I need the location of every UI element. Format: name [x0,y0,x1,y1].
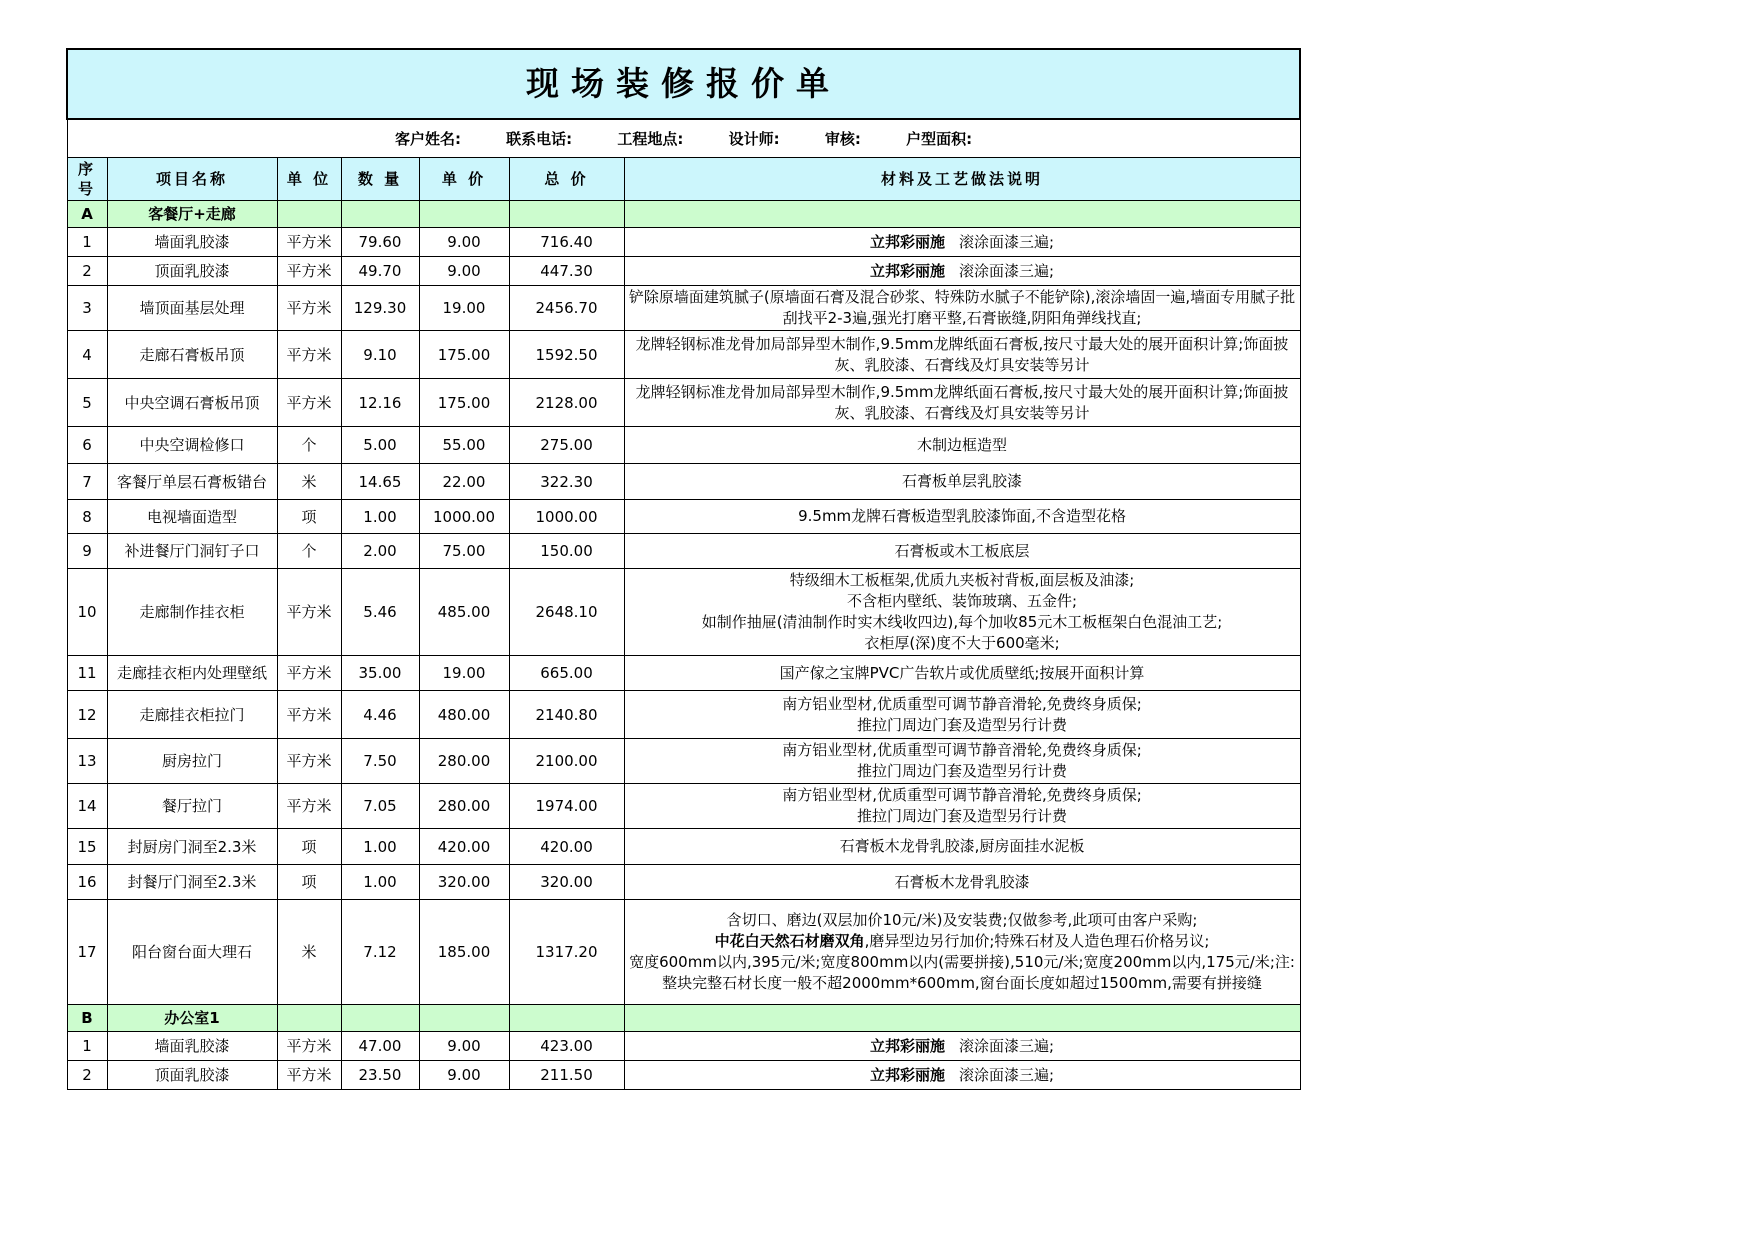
item-name: 走廊制作挂衣柜 [107,569,277,656]
description-line: 滚涂面漆三遍; [959,1036,1055,1055]
item-description [624,257,1300,286]
table-row [67,656,1300,691]
item-name: 补进餐厅门洞钉子口 [107,534,277,569]
row-number: 8 [67,500,107,534]
description-line: 南方铝业型材,优质重型可调节静音滑轮,免费终身质保; [782,741,1142,759]
table-row [67,829,1300,865]
table-row [67,784,1300,829]
header-unit-price: 单 价 [419,158,509,201]
item-name: 电视墙面造型 [107,500,277,534]
row-number: 3 [67,286,107,331]
item-unit-price: 75.00 [419,534,509,569]
row-number: 4 [67,331,107,379]
item-quantity: 23.50 [341,1061,419,1090]
description-line: 石膏板木龙骨乳胶漆,厨房面挂水泥板 [839,837,1085,855]
description-line: 滚涂面漆三遍; [959,261,1055,280]
item-description [624,379,1300,427]
item-unit-price: 175.00 [419,331,509,379]
item-unit-price: 9.00 [419,1032,509,1061]
emphasis-text: 中花白天然石材磨双角 [714,932,865,950]
item-name: 客餐厅单层石膏板错台 [107,464,277,500]
item-quantity: 35.00 [341,656,419,691]
item-description [624,739,1300,784]
item-quantity: 129.30 [341,286,419,331]
item-unit-price: 480.00 [419,691,509,739]
header-unit: 单 位 [277,158,341,201]
item-total: 2140.80 [509,691,624,739]
item-unit: 平方米 [277,656,341,691]
section-row [67,1005,1300,1032]
header-description: 材料及工艺做法说明 [624,158,1300,201]
item-total: 447.30 [509,257,624,286]
table-row [67,1032,1300,1061]
description-line: 特级细木工板框架,优质九夹板衬背板,面层板及油漆; [789,571,1135,589]
info-row [67,119,1300,158]
section-name: 客餐厅+走廊 [107,201,277,228]
description-line: 南方铝业型材,优质重型可调节静音滑轮,免费终身质保; [782,694,1142,713]
item-unit: 平方米 [277,691,341,739]
description-line: 国产傢之宝牌PVC广告软片或优质壁纸;按展开面积计算 [779,663,1145,682]
description-line: 龙牌轻钢标准龙骨加局部异型木制作,9.5mm龙牌纸面石膏板,按尺寸最大处的展开面积计算;饰面披灰、乳胶漆、石膏线及灯具安装等另计 [635,382,1289,422]
item-unit: 平方米 [277,1061,341,1090]
item-quantity: 9.10 [341,331,419,379]
item-quantity: 12.16 [341,379,419,427]
description-line: 石膏板或木工板底层 [894,541,1030,560]
row-number: 17 [67,900,107,1005]
item-description [624,464,1300,500]
item-quantity: 1.00 [341,500,419,534]
header-row [67,158,1300,201]
item-total: 2456.70 [509,286,624,331]
reviewer-label: 审核: [824,129,861,148]
item-name: 厨房拉门 [107,739,277,784]
description-line: 石膏板单层乳胶漆 [902,472,1023,490]
item-unit: 米 [277,900,341,1005]
designer-label: 设计师: [728,129,780,148]
row-number: 14 [67,784,107,829]
section-empty-cell [277,1005,341,1032]
item-unit: 项 [277,829,341,865]
item-total: 1974.00 [509,784,624,829]
item-quantity: 5.00 [341,427,419,464]
table-row [67,900,1300,1005]
item-unit: 平方米 [277,286,341,331]
item-name: 墙面乳胶漆 [107,1032,277,1061]
section-empty-cell [624,1005,1300,1032]
item-unit-price: 185.00 [419,900,509,1005]
item-quantity: 14.65 [341,464,419,500]
item-unit-price: 485.00 [419,569,509,656]
item-description [624,1061,1300,1090]
description-line: 中花白天然石材磨双角,磨异型边另行加价;特殊石材及人造色理石价格另议; [714,932,1210,950]
page-title: 现场装修报价单 [67,49,1300,119]
item-unit-price: 175.00 [419,379,509,427]
item-total: 423.00 [509,1032,624,1061]
item-description [624,829,1300,865]
brand-name: 立邦彩丽施 [869,1036,945,1055]
item-unit-price: 19.00 [419,286,509,331]
item-name: 墙顶面基层处理 [107,286,277,331]
row-number: 1 [67,228,107,257]
item-unit: 平方米 [277,1032,341,1061]
table-row [67,286,1300,331]
phone-label: 联系电话: [506,129,573,148]
item-quantity: 4.46 [341,691,419,739]
item-unit: 平方米 [277,331,341,379]
description-line: 滚涂面漆三遍; [959,232,1055,251]
row-number: 10 [67,569,107,656]
item-quantity: 47.00 [341,1032,419,1061]
item-quantity: 5.46 [341,569,419,656]
item-quantity: 1.00 [341,829,419,865]
item-unit-price: 280.00 [419,739,509,784]
item-total: 320.00 [509,865,624,900]
item-name: 墙面乳胶漆 [107,228,277,257]
description-line: 木制边框造型 [917,435,1008,454]
item-unit: 平方米 [277,228,341,257]
item-unit: 个 [277,427,341,464]
floor-area-label: 户型面积: [906,129,973,148]
header-item-name: 项目名称 [107,158,277,201]
row-number: 7 [67,464,107,500]
item-unit-price: 420.00 [419,829,509,865]
item-quantity: 79.60 [341,228,419,257]
item-description [624,427,1300,464]
item-name: 走廊挂衣柜内处理壁纸 [107,656,277,691]
item-name: 中央空调石膏板吊顶 [107,379,277,427]
section-empty-cell [509,1005,624,1032]
item-name: 走廊石膏板吊顶 [107,331,277,379]
item-name: 封餐厅门洞至2.3米 [107,865,277,900]
item-unit: 项 [277,865,341,900]
table-row [67,331,1300,379]
item-quantity: 7.50 [341,739,419,784]
table-row [67,379,1300,427]
item-unit: 米 [277,464,341,500]
table-row [67,739,1300,784]
description-line: 不含柜内壁纸、装饰玻璃、五金件; [846,592,1078,610]
item-description [624,331,1300,379]
item-total: 1317.20 [509,900,624,1005]
section-name: 办公室1 [107,1005,277,1032]
row-number: 5 [67,379,107,427]
item-total: 716.40 [509,228,624,257]
item-unit: 平方米 [277,569,341,656]
item-description [624,691,1300,739]
project-location-label: 工程地点: [617,129,684,148]
item-total: 275.00 [509,427,624,464]
section-code: A [67,201,107,228]
item-unit-price: 55.00 [419,427,509,464]
table-row [67,1061,1300,1090]
section-empty-cell [341,201,419,228]
row-number: 2 [67,1061,107,1090]
item-quantity: 7.12 [341,900,419,1005]
row-number: 12 [67,691,107,739]
section-empty-cell [419,1005,509,1032]
item-description [624,900,1300,1005]
customer-info [67,119,1300,158]
row-number: 6 [67,427,107,464]
brand-name: 立邦彩丽施 [869,232,945,251]
quote-table [66,48,1301,1090]
item-description [624,784,1300,829]
item-unit-price: 19.00 [419,656,509,691]
item-total: 211.50 [509,1061,624,1090]
item-total: 1000.00 [509,500,624,534]
description-line: 推拉门周边门套及造型另行计费 [857,762,1068,780]
item-unit: 平方米 [277,379,341,427]
quote-sheet [66,48,1299,1090]
item-unit: 平方米 [277,739,341,784]
item-name: 顶面乳胶漆 [107,1061,277,1090]
item-description [624,500,1300,534]
row-number: 9 [67,534,107,569]
item-total: 2100.00 [509,739,624,784]
description-line: 滚涂面漆三遍; [959,1065,1055,1084]
table-row [67,427,1300,464]
description-line: 南方铝业型材,优质重型可调节静音滑轮,免费终身质保; [782,786,1142,804]
item-total: 2128.00 [509,379,624,427]
description-line: 如制作抽屉(清油制作时实木线收四边),每个加收85元木工板框架白色混油工艺; [701,613,1223,631]
item-unit-price: 9.00 [419,1061,509,1090]
customer-name-label: 客户姓名: [394,129,461,148]
item-total: 2648.10 [509,569,624,656]
section-empty-cell [509,201,624,228]
item-unit-price: 22.00 [419,464,509,500]
row-number: 15 [67,829,107,865]
item-quantity: 7.05 [341,784,419,829]
description-line: 石膏板木龙骨乳胶漆 [894,872,1030,891]
item-description [624,1032,1300,1061]
table-row [67,500,1300,534]
item-description [624,286,1300,331]
item-description [624,534,1300,569]
item-unit: 平方米 [277,784,341,829]
item-total: 322.30 [509,464,624,500]
item-unit-price: 9.00 [419,228,509,257]
description-line: 9.5mm龙牌石膏板造型乳胶漆饰面,不含造型花格 [798,507,1126,525]
item-total: 150.00 [509,534,624,569]
header-quantity: 数 量 [341,158,419,201]
item-quantity: 49.70 [341,257,419,286]
item-description [624,656,1300,691]
item-total: 420.00 [509,829,624,865]
item-total: 665.00 [509,656,624,691]
item-unit-price: 320.00 [419,865,509,900]
table-row [67,228,1300,257]
table-row [67,464,1300,500]
section-empty-cell [277,201,341,228]
description-line: 含切口、磨边(双层加价10元/米)及安装费;仅做参考,此项可由客户采购; [726,911,1198,929]
row-number: 16 [67,865,107,900]
header-total: 总 价 [509,158,624,201]
item-description [624,865,1300,900]
table-row [67,257,1300,286]
item-quantity: 2.00 [341,534,419,569]
header-no: 序号 [67,158,107,201]
description-line: 衣柜厚(深)度不大于600毫米; [864,634,1060,652]
item-unit: 个 [277,534,341,569]
item-name: 封厨房门洞至2.3米 [107,829,277,865]
table-row [67,569,1300,656]
description-line: 龙牌轻钢标准龙骨加局部异型木制作,9.5mm龙牌纸面石膏板,按尺寸最大处的展开面积计算;饰面披灰、乳胶漆、石膏线及灯具安装等另计 [635,334,1289,374]
item-name: 顶面乳胶漆 [107,257,277,286]
row-number: 1 [67,1032,107,1061]
description-line: 推拉门周边门套及造型另行计费 [857,715,1068,734]
item-description [624,228,1300,257]
item-name: 阳台窗台面大理石 [107,900,277,1005]
row-number: 13 [67,739,107,784]
table-row [67,691,1300,739]
brand-name: 立邦彩丽施 [869,261,945,280]
table-row [67,865,1300,900]
section-empty-cell [624,201,1300,228]
item-unit: 平方米 [277,257,341,286]
item-name: 餐厅拉门 [107,784,277,829]
title-row [67,49,1300,119]
section-row [67,201,1300,228]
item-name: 走廊挂衣柜拉门 [107,691,277,739]
item-total: 1592.50 [509,331,624,379]
row-number: 11 [67,656,107,691]
item-description [624,569,1300,656]
row-number: 2 [67,257,107,286]
brand-name: 立邦彩丽施 [869,1065,945,1084]
description-line: 宽度600mm以内,395元/米;宽度800mm以内(需要拼接),510元/米;宽度200mm以内,175元/米;注:整块完整石材长度一般不超2000mm*600mm,窗台面长度如超过1500mm,需要有拼接缝 [629,953,1295,992]
section-empty-cell [419,201,509,228]
description-line: 推拉门周边门套及造型另行计费 [857,807,1068,825]
item-unit-price: 9.00 [419,257,509,286]
section-empty-cell [341,1005,419,1032]
item-quantity: 1.00 [341,865,419,900]
item-unit: 项 [277,500,341,534]
section-code: B [67,1005,107,1032]
item-unit-price: 1000.00 [419,500,509,534]
item-unit-price: 280.00 [419,784,509,829]
table-row [67,534,1300,569]
item-name: 中央空调检修口 [107,427,277,464]
description-line: 铲除原墙面建筑腻子(原墙面石膏及混合砂浆、特殊防水腻子不能铲除),滚涂墙固一遍,墙面专用腻子批刮找平2-3遍,强光打磨平整,石膏嵌缝,阴阳角弹线找直; [628,288,1296,327]
